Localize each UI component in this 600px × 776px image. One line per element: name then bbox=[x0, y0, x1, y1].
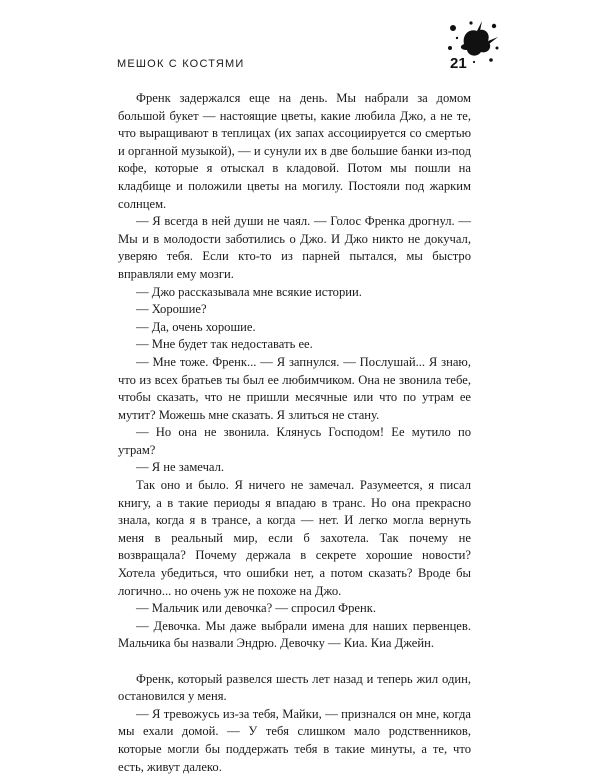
paragraph: — Мне тоже. Френк... — Я запнулся. — Послушай... Я знаю, что из всех братьев ты был ее любимчиком. Она не звонила тебе, чтобы сказать, что не пришли месячные или что по утрам ее мутит? Можешь мне сказать. Я злиться не стану. bbox=[118, 354, 471, 422]
paragraph: — Но она не звонила. Клянусь Господом! Ее мутило по утрам? bbox=[118, 425, 471, 457]
paragraph: — Я всегда в ней души не чаял. — Голос Френка дрогнул. — Мы и в молодости заботились о Джо. И Джо никто не докучал, уверяю тебя. Если кто-то из парней пытался, мы быстро вправляли ему мозги. bbox=[118, 214, 471, 281]
paragraph: — Да, очень хорошие. bbox=[136, 319, 256, 334]
paragraph: — Девочка. Мы даже выбрали имена для наших первенцев. Мальчика бы назвали Эндрю. Девочку — Киа. Киа Джейн. bbox=[118, 618, 471, 651]
paragraph: — Мальчик или девочка? — спросил Френк. bbox=[136, 601, 376, 616]
paragraph: Френк, который развелся шесть лет назад и теперь жил один, остановился у меня. bbox=[118, 671, 471, 704]
paragraph: — Джо рассказывала мне всякие истории. bbox=[136, 284, 362, 299]
page-number: 21 bbox=[450, 55, 467, 72]
paragraph: — Хорошие? bbox=[136, 302, 207, 317]
paragraph: — Я тревожусь из-за тебя, Майки, — признался он мне, когда мы ехали домой. — У тебя слишком мало родственников, которые могли бы поддержать тебя в такие минуты, а те, что есть, живут далеко. bbox=[118, 706, 471, 774]
paragraph: — Я не замечал. bbox=[136, 460, 225, 475]
paragraph: Так оно и было. Я ничего не замечал. Разумеется, я писал книгу, а в такие периоды я впадаю в транс. Но она прекрасно знала, когда я в трансе, а когда — нет. И легко могла вернуть меня в реальный мир, если б захотела. Так почему не возвращала? Почему держала в секрете хорошие новости? Хотела убедиться, что ошибки нет, а потом сказать? Вроде бы логично... но очень уж не похоже на Джо. bbox=[118, 478, 471, 598]
paragraph: Френк задержался еще на день. Мы набрали за домом большой букет — настоящие цветы, какие любила Джо, а не те, что выращивают в теплицах (их запах ассоциируется со смертью и органной музыкой), — и сунули их в две большие банки из-под кофе, которые я отыскал в кладовой. Потом мы пошли на кладбище и положили цветы на могилу. Постояли под жарким солнцем. bbox=[118, 91, 471, 211]
body-text bbox=[118, 90, 471, 776]
section-break bbox=[118, 653, 471, 671]
paragraph: — Мне будет так недоставать ее. bbox=[136, 337, 313, 352]
running-head-title: МЕШОК С КОСТЯМИ bbox=[117, 58, 245, 70]
